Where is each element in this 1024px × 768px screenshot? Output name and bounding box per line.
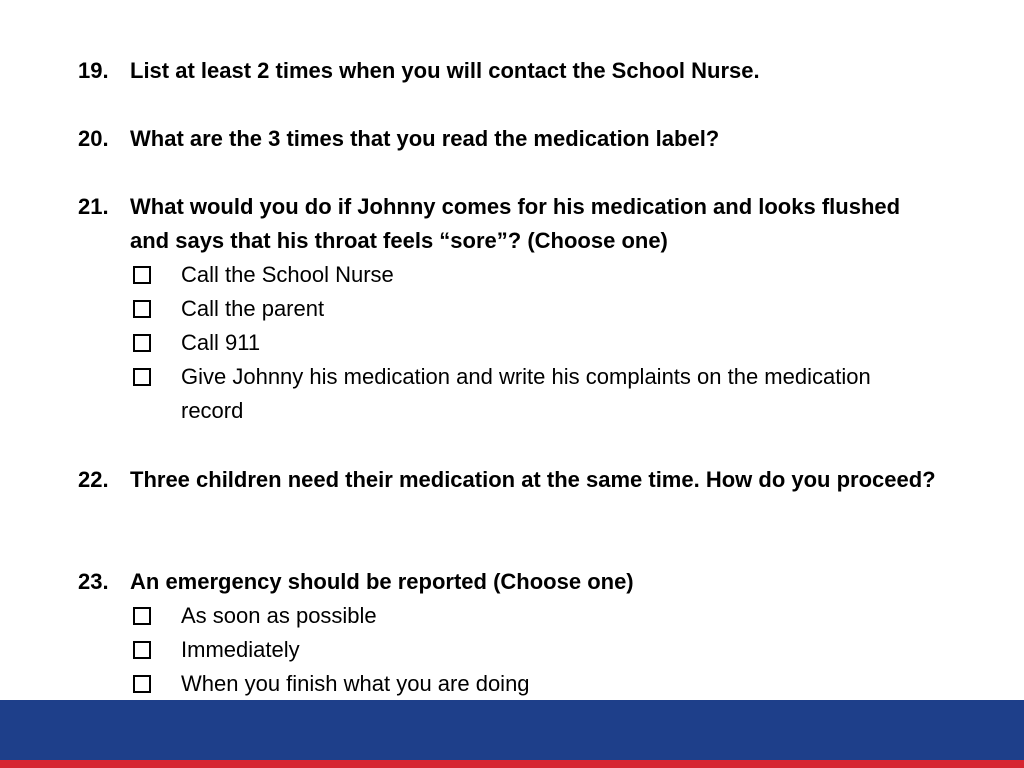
option-item[interactable] <box>130 599 930 633</box>
options-question-21 <box>130 258 930 428</box>
option-item[interactable] <box>130 258 930 292</box>
option-label: Give Johnny his medication and write his complaints on the medication record <box>181 364 871 423</box>
question-number: 20. <box>78 126 109 151</box>
question-19 <box>78 54 958 88</box>
option-item[interactable] <box>130 326 930 360</box>
question-text: Three children need their medication at the same time. How do you proceed? <box>130 467 936 492</box>
checkbox-icon[interactable] <box>130 667 154 697</box>
question-20 <box>78 122 958 156</box>
checkbox-icon[interactable] <box>130 258 154 288</box>
option-item[interactable] <box>130 633 930 667</box>
option-label: Call the parent <box>181 296 325 321</box>
option-label: Immediately <box>181 637 300 662</box>
question-number: 21. <box>78 194 109 219</box>
option-label: Call the School Nurse <box>181 262 394 287</box>
option-label: Call 911 <box>181 330 261 355</box>
question-21 <box>78 190 938 258</box>
question-number: 22. <box>78 467 109 492</box>
option-item[interactable] <box>130 667 930 701</box>
question-text: List at least 2 times when you will contact the School Nurse. <box>130 58 760 83</box>
checkbox-icon[interactable] <box>130 326 154 356</box>
question-number: 23. <box>78 569 109 594</box>
option-item[interactable] <box>130 360 881 428</box>
option-item[interactable] <box>130 292 930 326</box>
footer-red-stripe <box>0 760 1024 768</box>
question-23 <box>78 565 958 599</box>
checkbox-icon[interactable] <box>130 599 154 629</box>
checkbox-icon[interactable] <box>130 633 154 663</box>
checkbox-icon[interactable] <box>130 360 154 390</box>
question-text: An emergency should be reported (Choose one) <box>130 569 634 594</box>
question-22 <box>78 463 958 497</box>
question-number: 19. <box>78 58 109 83</box>
options-question-23 <box>130 599 930 701</box>
question-text: What are the 3 times that you read the medication label? <box>130 126 720 151</box>
checkbox-icon[interactable] <box>130 292 154 322</box>
footer-blue-band <box>0 700 1024 760</box>
question-text: What would you do if Johnny comes for his medication and looks flushed and says that his throat feels “sore”? (Choose one) <box>130 194 901 253</box>
option-label: As soon as possible <box>181 603 377 628</box>
option-label: When you finish what you are doing <box>181 671 530 696</box>
